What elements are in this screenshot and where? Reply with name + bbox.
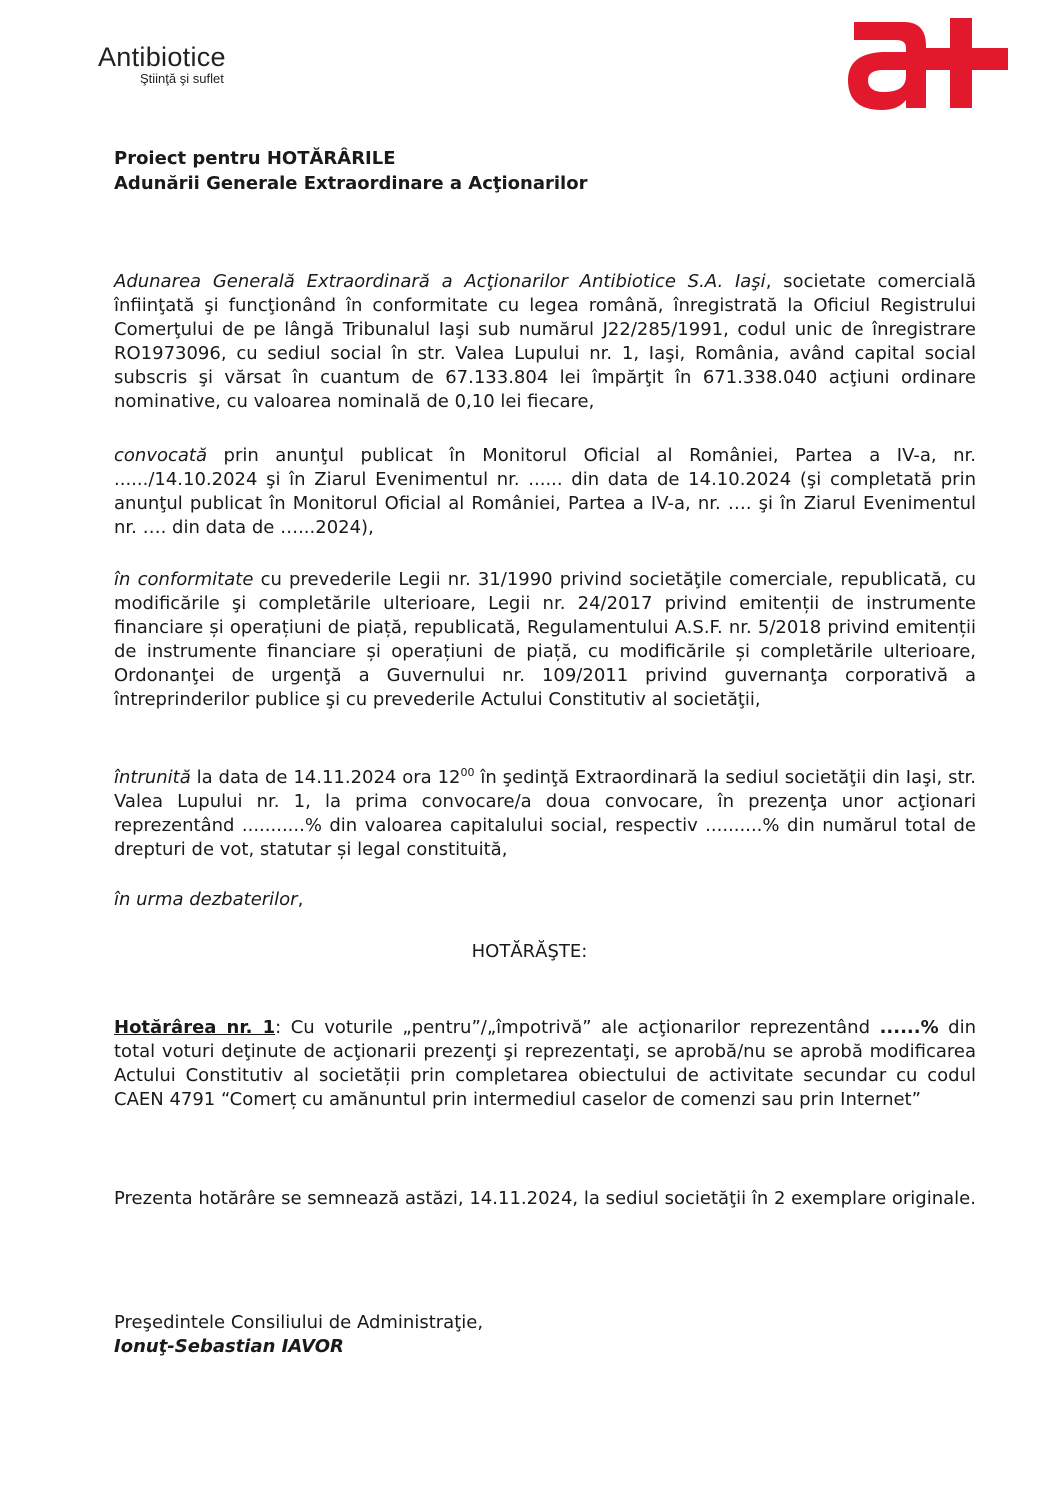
- a-plus-logo-icon: [842, 14, 1010, 112]
- resolution-label: Hotărârea nr. 1: [114, 1017, 276, 1038]
- paragraph-meeting: [114, 766, 976, 862]
- company-name: Antibiotice: [98, 42, 226, 72]
- decision-heading: HOTĂRĂŞTE:: [471, 941, 588, 962]
- legal-basis-lead: în conformitate: [114, 569, 254, 590]
- paragraph-company-details: [114, 270, 976, 414]
- company-tagline: Ştiinţă şi suflet: [140, 71, 224, 86]
- title-line-1: Proiect pentru HOTĂRÂRILE: [114, 148, 396, 169]
- closing-paragraph: Prezenta hotărâre se semnează astăzi, 14.11.2024, la sediul societăţii în 2 exemplare originale.: [114, 1188, 976, 1209]
- resolution-1: [114, 1016, 976, 1112]
- signatory-name: Ionuţ-Sebastian IAVOR: [114, 1336, 344, 1357]
- company-logo-text: [98, 42, 226, 86]
- signatory-role: Preşedintele Consiliului de Administraţie,: [114, 1312, 484, 1333]
- meeting-time-sup: 00: [460, 766, 475, 779]
- assembly-name: Adunarea Generală Extraordinară a Acţionarilor Antibiotice S.A. Iaşi: [114, 271, 766, 292]
- signature-block: [114, 1311, 976, 1359]
- paragraph-debate: [114, 888, 976, 912]
- document-title: [114, 146, 976, 196]
- title-line-2: Adunării Generale Extraordinare a Acţionarilor: [114, 173, 588, 194]
- debate-text: în urma dezbaterilor: [114, 889, 298, 910]
- resolution-text: din total voturi deţinute de acţionarii prezenţi şi reprezentaţi, se aprobă/nu se aprobă modificarea Actului Constitutiv al societății prin completarea obiectului de activitate secundar cu codul CAEN 4791 “Comerț cu amănuntul prin intermediul caselor de comenzi sau prin Internet”: [114, 1017, 976, 1110]
- debate-punct: ,: [297, 889, 304, 910]
- meeting-text: în şedinţă Extraordinară la sediul societăţii din Iaşi, str. Valea Lupului nr. 1, la prima convocare/a doua convocare, în prezenţa unor acţionari reprezentând ...........% din valoarea capitalului social, respectiv ..........% din numărul total de drepturi de vot, statutar și legal constituită,: [114, 767, 976, 860]
- convocation-lead: convocată: [114, 445, 207, 466]
- meeting-lead: întrunită: [114, 767, 191, 788]
- legal-basis-text: cu prevederile Legii nr. 31/1990 privind societăţile comerciale, republicată, cu modificările şi completările ulterioare, Legii nr. 24/2017 privind emitenții de instrumente financiare și operațiuni de piață, republicată, Regulamentului A.S.F. nr. 5/2018 privind emitenții de instrumente financiare și operațiuni de piață, cu modificările și completările ulterioare, Ordonanţei de urgenţă a Guvernului nr. 109/2011 privind guvernanţa corporativă a întreprinderilor publice şi cu prevederile Actului Constitutiv al societăţii,: [114, 569, 976, 710]
- resolution-percent: ......%: [879, 1017, 939, 1038]
- paragraph-legal-basis: [114, 568, 976, 712]
- company-details-text: , societate comercială înfiinţată şi funcţionând în conformitate cu legea română, înregistrată la Oficiul Registrului Comerţului de pe lângă Tribunalul Iaşi sub numărul J22/285/1991, codul unic de înregistrare RO1973096, cu sediul social în str. Valea Lupului nr. 1, Iaşi, România, având capital social subscris şi vărsat în cuantum de 67.133.804 lei împărţit în 671.338.040 acţiuni ordinare nominative, cu valoarea nominală de 0,10 lei fiecare,: [114, 271, 976, 412]
- resolution-intro: : Cu voturile „pentru”/„împotrivă” ale acţionarilor reprezentând: [275, 1017, 880, 1038]
- meeting-date-text: la data de 14.11.2024 ora 12: [190, 767, 461, 788]
- paragraph-convocation: [114, 444, 976, 540]
- convocation-text: prin anunţul publicat în Monitorul Oficial al României, Partea a IV-a, nr. ....../14.10.2024 şi în Ziarul Evenimentul nr. ...... din data de 14.10.2024 (şi completată prin anunţul publicat în Monitorul Oficial al României, Partea a IV-a, nr. …. şi în Ziarul Evenimentul nr. …. din data de …...2024),: [114, 445, 976, 538]
